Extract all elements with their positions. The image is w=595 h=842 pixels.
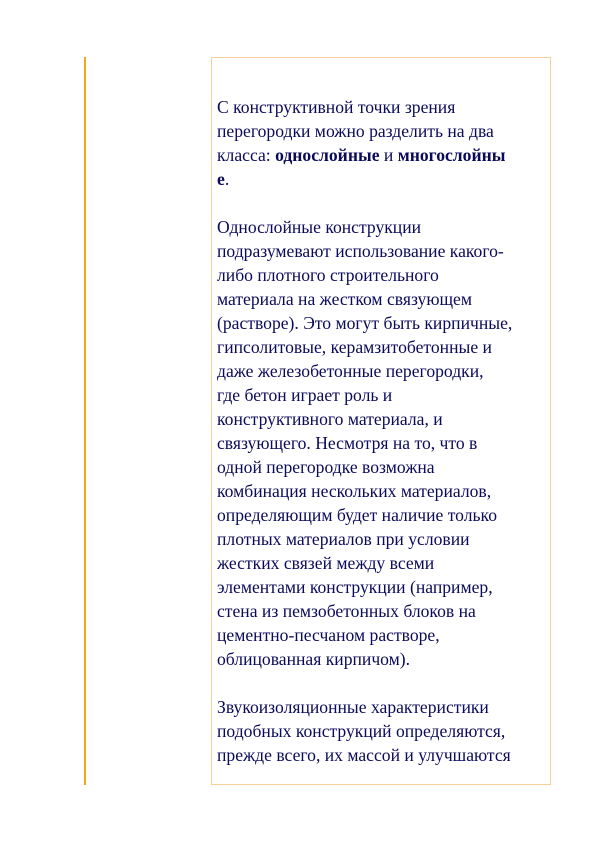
paragraph-line: либо плотного строительного bbox=[217, 265, 439, 285]
paragraph-line: плотных материалов при условии bbox=[217, 529, 470, 549]
paragraph-line: гипсолитовые, керамзитобетонные и bbox=[217, 337, 492, 357]
paragraph-1-line-4 bbox=[217, 167, 551, 191]
paragraph-line: прежде всего, их массой и улучшаются bbox=[217, 745, 511, 765]
paragraph-line: связующего. Несмотря на то, что в bbox=[217, 433, 478, 453]
paragraph-1-line-1: С конструктивной точки зрения bbox=[217, 97, 456, 117]
paragraph-line: (растворе). Это могут быть кирпичные, bbox=[217, 313, 513, 333]
paragraph-3 bbox=[217, 695, 551, 767]
paragraph-line: облицованная кирпичом). bbox=[217, 649, 411, 669]
paragraph-line: даже железобетонные перегородки, bbox=[217, 361, 484, 381]
paragraph-2 bbox=[217, 215, 551, 671]
paragraph-line: конструктивного материала, и bbox=[217, 409, 443, 429]
paragraph-line: Однослойные конструкции bbox=[217, 217, 422, 237]
text-body bbox=[217, 95, 551, 785]
paragraph-1-text: и bbox=[379, 145, 398, 165]
paragraph-line: комбинация нескольких материалов, bbox=[217, 481, 492, 501]
paragraph-line: материала на жестком связующем bbox=[217, 289, 472, 309]
paragraph-1-line-3 bbox=[217, 143, 551, 167]
paragraph-line: элементами конструкции (например, bbox=[217, 577, 493, 597]
paragraph-line: подразумевают использование какого- bbox=[217, 241, 504, 261]
term-multi-layer: многослойны bbox=[397, 145, 506, 165]
paragraph-1 bbox=[217, 95, 551, 191]
term-single-layer: однослойные bbox=[275, 145, 380, 165]
term-multi-layer-end: е bbox=[217, 169, 225, 189]
paragraph-line: цементно-песчаном растворе, bbox=[217, 625, 440, 645]
paragraph-1-text: . bbox=[224, 169, 230, 189]
paragraph-line: Звукоизоляционные характеристики bbox=[217, 697, 489, 717]
accent-vertical-line bbox=[84, 57, 86, 785]
paragraph-line: одной перегородке возможна bbox=[217, 457, 435, 477]
paragraph-line: стена из пемзобетонных блоков на bbox=[217, 601, 476, 621]
paragraph-line: где бетон играет роль и bbox=[217, 385, 393, 405]
paragraph-line: подобных конструкций определяются, bbox=[217, 721, 506, 741]
paragraph-1-line-2: перегородки можно разделить на два bbox=[217, 121, 494, 141]
paragraph-1-text: класса: bbox=[217, 145, 276, 165]
paragraph-line: определяющим будет наличие только bbox=[217, 505, 497, 525]
text-frame bbox=[211, 57, 551, 785]
paragraph-line: жестких связей между всеми bbox=[217, 553, 435, 573]
